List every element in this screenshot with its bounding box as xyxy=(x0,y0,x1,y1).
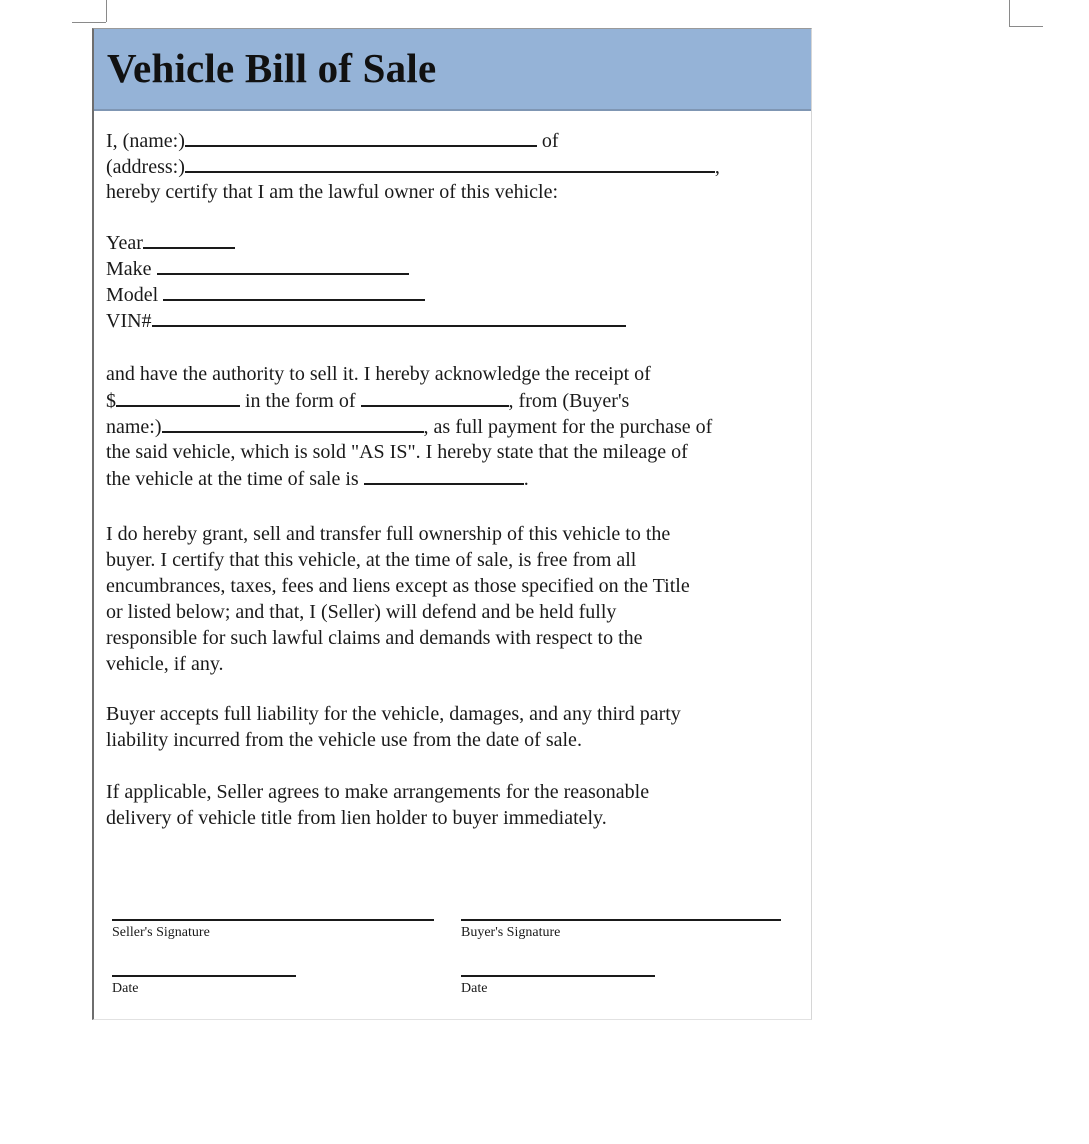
model-label: Model xyxy=(106,284,159,306)
payment-form-blank[interactable] xyxy=(361,387,509,407)
delivery-paragraph xyxy=(106,779,796,831)
buyer-signature-line[interactable] xyxy=(461,919,781,921)
model-line xyxy=(106,281,796,307)
owner-address-label: (address:) xyxy=(106,156,185,178)
margin-mark-top-right-vertical xyxy=(1009,0,1010,26)
transfer-line: vehicle, if any. xyxy=(106,653,224,675)
year-label: Year xyxy=(106,232,143,254)
owner-address-blank[interactable] xyxy=(185,153,715,173)
make-label: Make xyxy=(106,258,152,280)
payment-line-5 xyxy=(106,465,796,491)
full-payment-text: , as full payment for the purchase of xyxy=(423,416,713,438)
buyer-date-line[interactable] xyxy=(461,975,655,977)
of-text: of xyxy=(541,130,559,152)
transfer-line: responsible for such lawful claims and demands with respect to the xyxy=(106,627,643,649)
buyer-date-label: Date xyxy=(461,981,488,996)
seller-signature-label: Seller's Signature xyxy=(112,925,210,940)
owner-address-line xyxy=(106,153,796,179)
buyer-date-block xyxy=(461,975,655,997)
margin-mark-top-left-vertical xyxy=(106,0,107,22)
document-title: Vehicle Bill of Sale xyxy=(107,45,437,91)
address-comma: , xyxy=(714,156,720,178)
model-blank[interactable] xyxy=(163,281,425,301)
payment-line-3 xyxy=(106,413,796,439)
margin-mark-top-right-horizontal xyxy=(1009,26,1043,27)
buyer-name-label: name:) xyxy=(106,416,162,438)
vin-label: VIN# xyxy=(106,310,152,332)
year-line xyxy=(106,229,796,255)
payment-line-4: the said vehicle, which is sold "AS IS". I hereby state that the mileage of xyxy=(106,441,688,463)
vin-line xyxy=(106,307,796,333)
title-banner xyxy=(94,29,811,111)
transfer-line: or listed below; and that, I (Seller) will defend and be held fully xyxy=(106,601,617,623)
seller-date-line[interactable] xyxy=(112,975,296,977)
seller-date-label: Date xyxy=(112,981,139,996)
owner-name-label: I, (name:) xyxy=(106,130,185,152)
make-line xyxy=(106,255,796,281)
owner-name-blank[interactable] xyxy=(185,127,537,147)
mileage-blank[interactable] xyxy=(364,465,524,485)
make-blank[interactable] xyxy=(157,255,409,275)
owner-name-line xyxy=(106,127,796,153)
document-page xyxy=(92,28,812,1020)
delivery-line: delivery of vehicle title from lien holder to buyer immediately. xyxy=(106,807,607,829)
vin-blank[interactable] xyxy=(152,307,626,327)
amount-blank[interactable] xyxy=(116,387,240,407)
dollar-sign: $ xyxy=(106,390,116,412)
mileage-period: . xyxy=(523,468,529,490)
year-blank[interactable] xyxy=(143,229,235,249)
liability-paragraph xyxy=(106,701,796,753)
from-buyer-text: , from (Buyer's xyxy=(508,390,630,412)
delivery-line: If applicable, Seller agrees to make arrangements for the reasonable xyxy=(106,781,650,803)
transfer-line: encumbrances, taxes, fees and liens except as those specified on the Title xyxy=(106,575,690,597)
liability-line: liability incurred from the vehicle use from the date of sale. xyxy=(106,729,582,751)
margin-mark-top-left-horizontal xyxy=(72,22,106,23)
liability-line: Buyer accepts full liability for the vehicle, damages, and any third party xyxy=(106,703,681,725)
payment-line-2 xyxy=(106,387,796,413)
form-of-text: in the form of xyxy=(245,390,356,412)
document-body xyxy=(106,127,796,831)
transfer-line: buyer. I certify that this vehicle, at the time of sale, is free from all xyxy=(106,549,637,571)
transfer-paragraph xyxy=(106,521,796,677)
buyer-name-blank[interactable] xyxy=(162,413,424,433)
seller-date-block xyxy=(112,975,296,997)
seller-signature-block xyxy=(112,919,434,941)
payment-line-1: and have the authority to sell it. I hereby acknowledge the receipt of xyxy=(106,363,651,385)
mileage-text: the vehicle at the time of sale is xyxy=(106,468,359,490)
seller-signature-line[interactable] xyxy=(112,919,434,921)
buyer-signature-block xyxy=(461,919,781,941)
certify-line: hereby certify that I am the lawful owner of this vehicle: xyxy=(106,181,559,203)
buyer-signature-label: Buyer's Signature xyxy=(461,925,561,940)
transfer-line: I do hereby grant, sell and transfer full ownership of this vehicle to the xyxy=(106,523,671,545)
